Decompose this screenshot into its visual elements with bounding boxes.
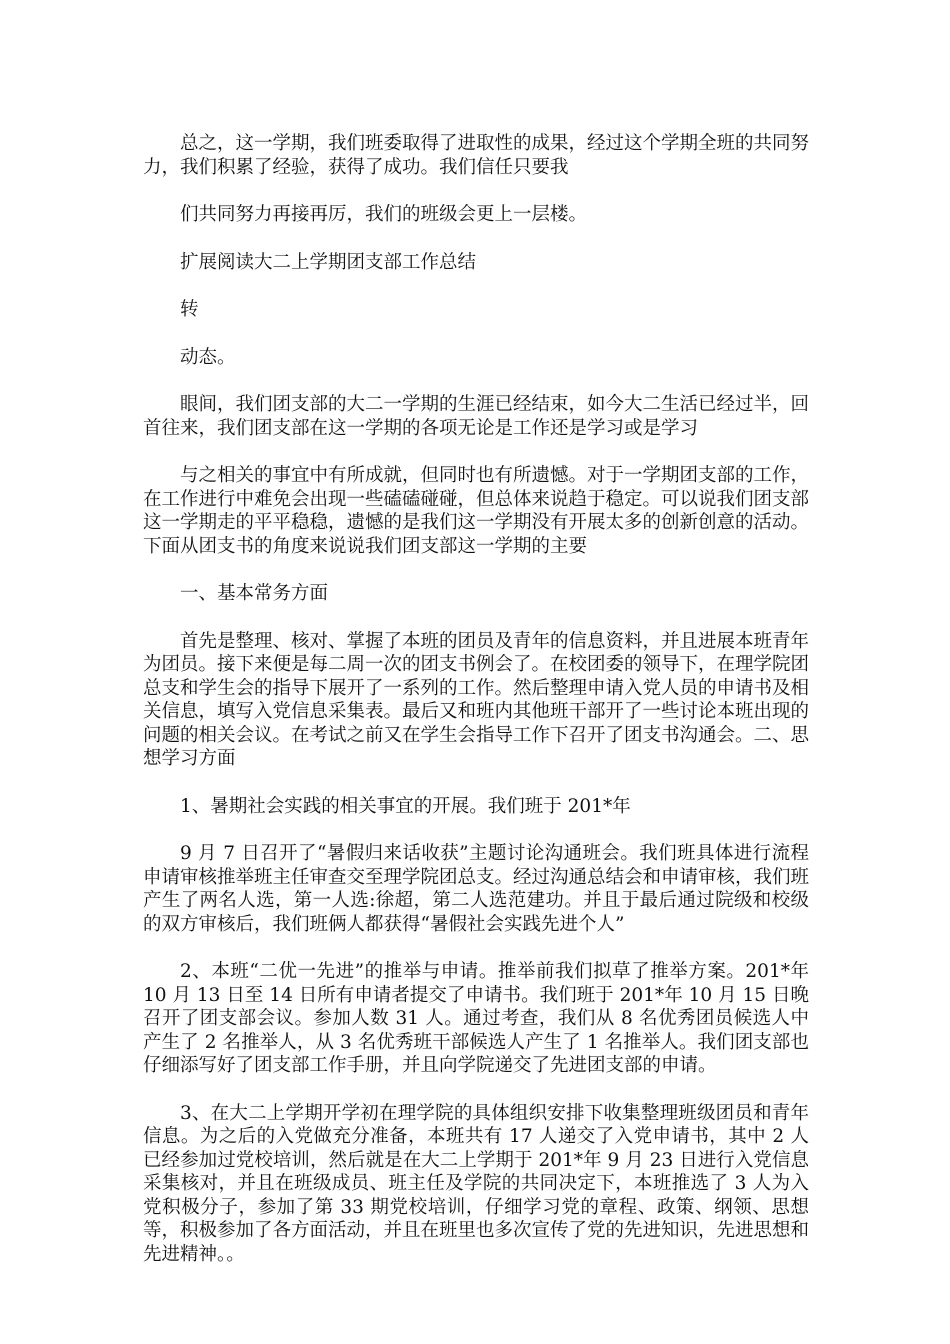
list-item-party-application: 3、在大二上学期开学初在理学院的具体组织安排下收集整理班级团员和青年信息。为之后的入党做充分准备，本班共有 17 人递交了入党申请书，其中 2 人已经参加过党校培训，然后就是在大二上学期于 201*年 9 月 23 日进行入党信息采集核对，并且在班级成员、班主任及学院的共同决定下，本班推选了 3 人为入党积极分子，参加了第 33 期党校培训，仔细学习党的章程、政策、纲领、思想等，积极参加了各方面活动，并且在班里也多次宣传了党的先进知识，先进思想和先进精神。。 [143,1102,810,1265]
section-heading-basic-affairs: 一、基本常务方面 [180,583,329,604]
paragraph-extended-reading-title: 扩展阅读大二上学期团支部工作总结 [180,251,477,273]
paragraph-summary-continued: 们共同努力再接再厉，我们的班级会更上一层楼。 [180,204,588,225]
document-body [143,132,809,1290]
paragraph-basic-affairs: 首先是整理、核对、掌握了本班的团员及青年的信息资料，并且进展本班青年为团员。接下来便是每二周一次的团支书例会了。在校团委的领导下，在理学院团总支和学生会的指导下展开了一系列的工作。然后整理申请入党人员的申请书及相关信息，填写入党信息采集表。最后又和班内其他班干部开了一些讨论本班出现的问题的相关会议。在考试之前又在学生会指导工作下召开了团支书沟通会。二、思想学习方面 [143,630,810,769]
paragraph-fragment-dongtai: 动态。 [180,346,236,368]
paragraph-intro-continued: 与之相关的事宜中有所成就，但同时也有所遗憾。对于一学期团支部的工作，在工作进行中难免会出现一些磕磕碰碰，但总体来说趋于稳定。可以说我们团支部这一学期走的平平稳稳，遗憾的是我们这一学期没有开展太多的创新创意的活动。下面从团支书的角度来说说我们团支部这一学期的主要 [143,465,810,557]
paragraph-summary: 总之，这一学期，我们班委取得了进取性的成果，经过这个学期全班的共同努力，我们积累了经验，获得了成功。我们信任只要我 [143,133,810,178]
paragraph-summer-practice-detail: 9 月 7 日召开了“暑假归来话收获”主题讨论沟通班会。我们班具体进行流程申请审核推举班主任审查交至理学院团总支。经过沟通总结会和申请审核，我们班产生了两名人选，第一人选:徐超，第二人选范建功。并且于最后通过院级和校级的双方审核后，我们班俩人都获得“暑假社会实践先进个人” [143,843,810,935]
list-item-summer-practice: 1、暑期社会实践的相关事宜的开展。我们班于 201*年 [180,795,631,817]
list-item-two-excellent-one-advanced: 2、本班“二优一先进”的推举与申请。推举前我们拟草了推举方案。201*年 10 月 13 日至 14 日所有申请者提交了申请书。我们班于 201*年 10 月 15 日晚召开了团支部会议。参加人数 31 人。通过考查，我们从 8 名优秀团员候选人中产生了 2 名推举人，从 3 名优秀班干部候选人产生了 1 名推举人。我们团支部也仔细添写好了团支部工作手册，并且向学院递交了先进团支部的申请。 [143,961,809,1076]
paragraph-fragment-zhuan: 转 [180,299,199,320]
paragraph-intro: 眼间，我们团支部的大二一学期的生涯已经结束，如今大二生活已经过半，回首往来，我们团支部在这一学期的各项无论是工作还是学习或是学习 [143,394,810,439]
